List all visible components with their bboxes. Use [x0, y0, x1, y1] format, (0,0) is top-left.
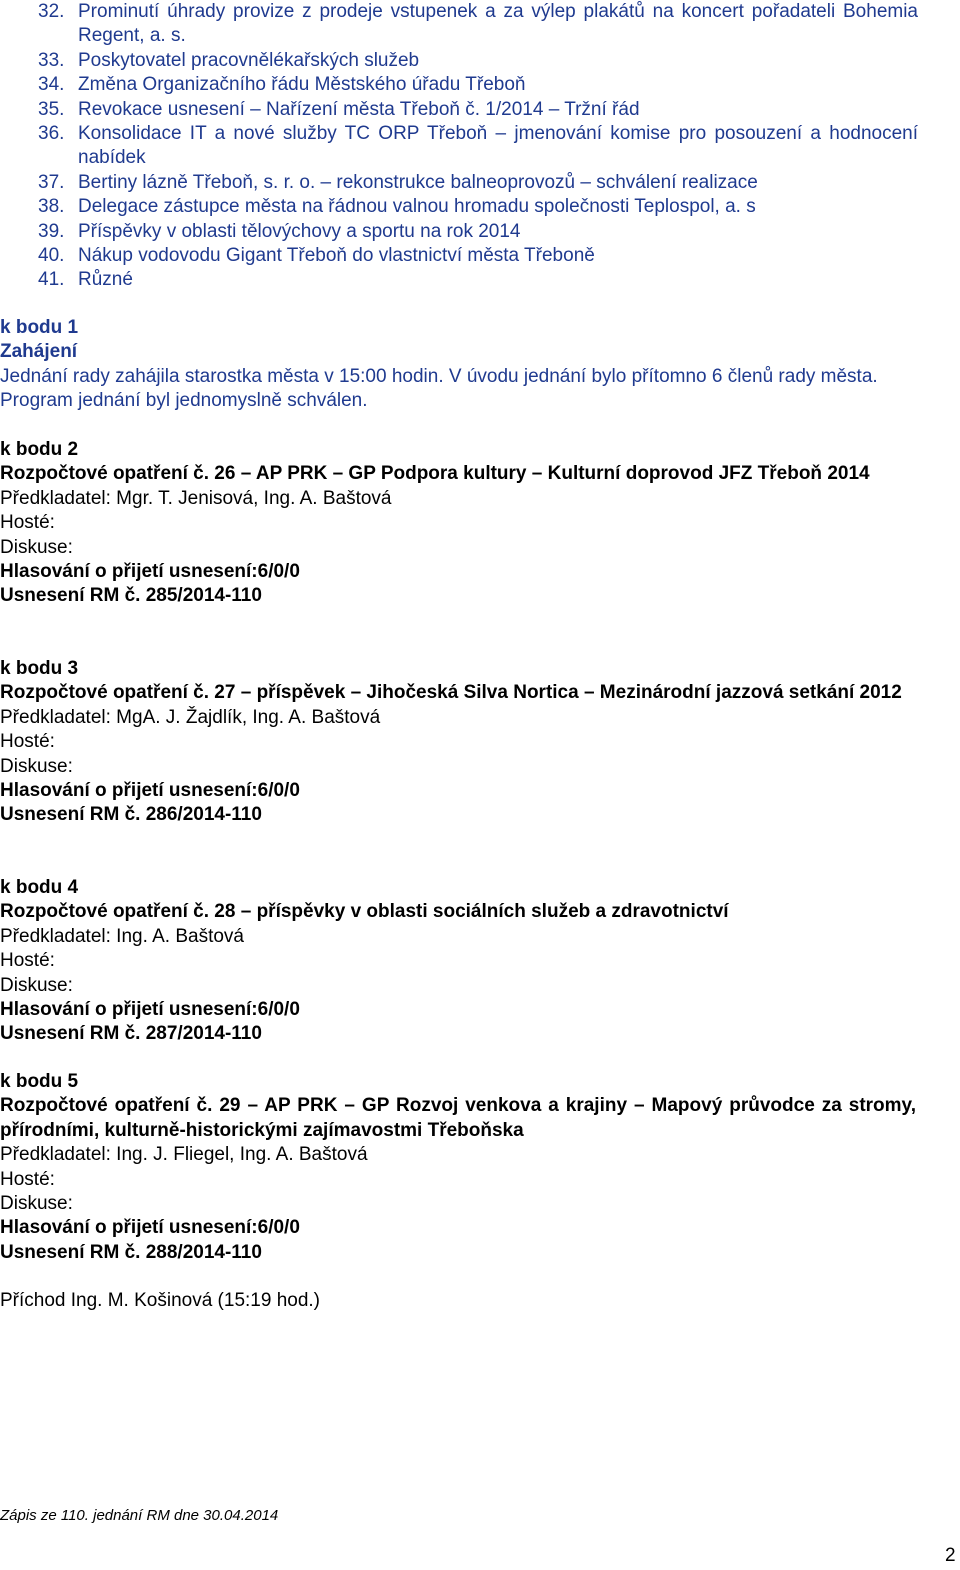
section-title: Rozpočtové opatření č. 29 – AP PRK – GP Rozvoj venkova a krajiny – Mapový průvodce za stromy, přírodními, kulturně-historickými zajímavostmi Třeboňska — [0, 1095, 916, 1141]
agenda-item — [38, 122, 918, 171]
section-3 — [0, 657, 916, 828]
resolution-number: Usnesení RM č. 288/2014-110 — [0, 1241, 262, 1263]
resolution-number: Usnesení RM č. 285/2014-110 — [0, 585, 262, 607]
agenda-item — [38, 220, 918, 244]
agenda-item-number: 35. — [38, 98, 65, 120]
vote-result: Hlasování o přijetí usnesení:6/0/0 — [0, 1217, 300, 1239]
agenda-item-text: Různé — [78, 269, 133, 291]
section-title: Rozpočtové opatření č. 27 – příspěvek – Jihočeská Silva Nortica – Mezinárodní jazzová setkání 2012 — [0, 682, 902, 704]
vote-result: Hlasování o přijetí usnesení:6/0/0 — [0, 561, 300, 583]
section-body: Jednání rady zahájila starostka města v 15:00 hodin. V úvodu jednání bylo přítomno 6 členů rady města. Program jednání byl jednomyslně schválen. — [0, 365, 878, 412]
agenda-item-number: 33. — [38, 49, 65, 71]
discussion-label: Diskuse: — [0, 974, 73, 996]
presenter: Předkladatel: MgA. J. Žajdlík, Ing. A. Baštová — [0, 706, 381, 728]
vote-result: Hlasování o přijetí usnesení:6/0/0 — [0, 999, 300, 1021]
agenda-item — [38, 268, 918, 292]
section-heading: k bodu 3 — [0, 658, 79, 679]
agenda-item — [38, 195, 918, 219]
agenda-item-text: Revokace usnesení – Nařízení města Třeboň č. 1/2014 – Tržní řád — [78, 98, 640, 120]
agenda-item-number: 37. — [38, 171, 65, 193]
agenda-item-text: Konsolidace IT a nové služby TC ORP Třeboň – jmenování komise pro posouzení a hodnocení nabídek — [78, 123, 918, 169]
resolution-number: Usnesení RM č. 286/2014-110 — [0, 804, 262, 826]
agenda-item-number: 41. — [38, 269, 65, 291]
discussion-label: Diskuse: — [0, 1193, 73, 1215]
section-heading: k bodu 2 — [0, 439, 79, 460]
agenda-item-text: Prominutí úhrady provize z prodeje vstupenek a za výlep plakátů na koncert pořadateli Bohemia Regent, a. s. — [78, 1, 918, 47]
agenda-item-number: 40. — [38, 245, 65, 267]
agenda-item-text: Poskytovatel pracovnělékařských služeb — [78, 49, 420, 71]
agenda-item-number: 36. — [38, 123, 65, 145]
agenda-item — [38, 171, 918, 195]
agenda-item-number: 38. — [38, 196, 65, 218]
section-heading: k bodu 1 — [0, 317, 79, 338]
page-footer: Zápis ze 110. jednání RM dne 30.04.2014 — [0, 1507, 279, 1524]
agenda-item — [38, 244, 918, 268]
vote-result: Hlasování o přijetí usnesení:6/0/0 — [0, 780, 300, 802]
discussion-label: Diskuse: — [0, 536, 73, 558]
section-title: Rozpočtové opatření č. 28 – příspěvky v oblasti sociálních služeb a zdravotnictví — [0, 901, 729, 923]
agenda-item-number: 39. — [38, 220, 65, 242]
section-title: Zahájení — [0, 341, 78, 363]
agenda-item-number: 34. — [38, 74, 65, 96]
guests-label: Hosté: — [0, 1168, 55, 1190]
agenda-item-text: Změna Organizačního řádu Městského úřadu Třeboň — [78, 74, 526, 96]
agenda-item-text: Příspěvky v oblasti tělovýchovy a sportu na rok 2014 — [78, 220, 521, 242]
agenda-item-text: Nákup vodovodu Gigant Třeboň do vlastnictví města Třeboně — [78, 245, 595, 267]
section-5 — [0, 1070, 916, 1265]
agenda-item-text: Delegace zástupce města na řádnou valnou hromadu společnosti Teplospol, a. s — [78, 196, 756, 218]
agenda-item-text: Bertiny lázně Třeboň, s. r. o. – rekonstrukce balneoprovozů – schválení realizace — [78, 171, 758, 193]
resolution-number: Usnesení RM č. 287/2014-110 — [0, 1023, 262, 1045]
section-4 — [0, 876, 916, 1047]
page-number: 2 — [945, 1545, 956, 1566]
arrival-text: Příchod Ing. M. Košinová (15:19 hod.) — [0, 1290, 321, 1311]
section-1 — [0, 316, 916, 414]
guests-label: Hosté: — [0, 512, 55, 534]
guests-label: Hosté: — [0, 731, 55, 753]
agenda-item — [38, 73, 918, 97]
agenda-item — [38, 0, 918, 49]
guests-label: Hosté: — [0, 950, 55, 972]
agenda-list — [38, 0, 918, 293]
section-heading: k bodu 4 — [0, 877, 79, 898]
arrival-note — [0, 1289, 916, 1313]
agenda-item — [38, 98, 918, 122]
section-title: Rozpočtové opatření č. 26 – AP PRK – GP Podpora kultury – Kulturní doprovod JFZ Třeboň 2014 — [0, 463, 870, 485]
section-2 — [0, 438, 916, 609]
discussion-label: Diskuse: — [0, 755, 73, 777]
presenter: Předkladatel: Ing. A. Baštová — [0, 925, 244, 947]
section-heading: k bodu 5 — [0, 1071, 79, 1092]
presenter: Předkladatel: Mgr. T. Jenisová, Ing. A. Baštová — [0, 487, 392, 509]
agenda-item-number: 32. — [38, 1, 65, 22]
presenter: Předkladatel: Ing. J. Fliegel, Ing. A. Baštová — [0, 1144, 368, 1166]
agenda-item — [38, 49, 918, 73]
